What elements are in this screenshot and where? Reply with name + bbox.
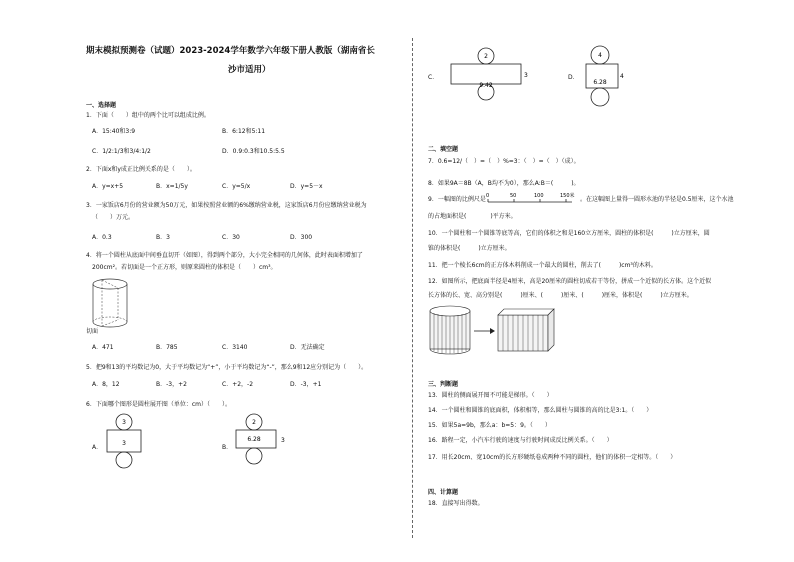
section-heading-choice: 一、选择题 — [86, 102, 117, 109]
q3-option-c: C．30 — [222, 234, 240, 241]
question-12-line2: 长方体的长、宽、高分别是( )厘米、( )厘米、( )厘米，体积是( )立方厘米。 — [428, 292, 693, 299]
net-c-circle-label: 2 — [484, 53, 488, 60]
q1-option-a: A．15:40和3:9 — [92, 128, 136, 135]
question-9-line1-pre: 9．一幅图的比例尺是 — [428, 196, 486, 203]
net-b-rect-label: 6.28 — [247, 436, 261, 443]
scale-tick-0: 0 — [486, 193, 490, 199]
scale-tick-1: 50 — [510, 193, 517, 199]
q5-option-b: B．-3，+2 — [156, 381, 187, 388]
exam-title-line1: 期末模拟预测卷（试题）2023-2024学年数学六年级下册人教版（湖南省长 — [86, 46, 375, 56]
question-4-stem-line1: 4．将一个圆柱从底面中间垂直切开（如图），得到两个部分，大小完全相同的几何体，此时表面积增加了 — [86, 252, 363, 259]
q3-option-d: D．300 — [290, 234, 313, 241]
net-b-circle-label: 2 — [252, 419, 256, 426]
question-14: 14．一个圆柱和圆锥的底面积，体积相等，那么圆柱与圆锥的高的比是3:1。（ ） — [428, 407, 653, 414]
q6-option-d: D． — [568, 74, 579, 81]
q4-option-a: A．471 — [92, 344, 114, 351]
q6-option-c: C． — [428, 74, 439, 81]
q5-option-a: A．8，12 — [92, 381, 120, 388]
section-heading-fill: 二、填空题 — [428, 146, 459, 153]
net-d-rect-label: 6.28 — [593, 79, 607, 86]
q2-option-b: B．x=1/5y — [156, 183, 188, 190]
question-15: 15．如果5a=9b，那么a：b=5：9。（ ） — [428, 422, 551, 429]
question-5-stem: 5．把9和13的平均数记为0，大于平均数记为“+”，小于平均数记为“-”，那么9和12应分别记为（ ）。 — [86, 364, 368, 371]
net-c-side-label: 3 — [524, 72, 528, 79]
q6-option-b: B． — [222, 444, 233, 451]
question-2-stem: 2．下面x和y成正比例关系的是（ ）。 — [86, 166, 196, 173]
question-7: 7．0.6=12/（ ）=（ ）%=3：（ ）=（ ）（成）。 — [428, 158, 580, 165]
q2-option-a: A．y=x+5 — [92, 183, 124, 190]
net-figure-c — [448, 46, 532, 116]
question-12-line1: 12．如图所示，把底面半径是4厘米，高是20厘米的圆柱切成若干等份，拼成一个近似的长方体。这个近似 — [428, 278, 712, 285]
scale-bar — [484, 190, 580, 206]
q5-option-d: D．-3，+1 — [290, 381, 322, 388]
question-11: 11．把一个棱长6cm的正方体木料削成一个最大的圆柱，削去了( )cm³的木料。 — [428, 262, 657, 269]
q4-option-b: B．785 — [156, 344, 178, 351]
net-c-rect-label: 9.42 — [479, 82, 493, 89]
question-10-line1: 10．一个圆柱和一个圆锥等底等高，它们的体积之和是160立方厘米，圆柱的体积是( )立方厘米，圆 — [428, 230, 710, 237]
section-heading-judge: 三、判断题 — [428, 381, 459, 388]
net-figure-a — [104, 412, 148, 480]
question-13: 13．圆柱的侧面展开图不可能是梯形。（ ） — [428, 392, 553, 399]
net-d-circle-label: 4 — [598, 52, 602, 59]
question-17: 17．用长20cm、宽10cm的长方形硬纸卷成两种不同的圆柱，他们的体积一定相等。（ ） — [428, 454, 677, 461]
cylinder-to-cuboid-figure — [428, 303, 558, 357]
q1-option-c: C．1/2:1/3和3/4:1/2 — [92, 148, 151, 155]
net-d-side-label: 4 — [620, 73, 624, 80]
scale-tick-3: 150米 — [560, 193, 575, 199]
q3-option-b: B．3 — [156, 234, 170, 241]
net-figure-b — [234, 412, 290, 480]
q4-option-c: C．3140 — [222, 344, 248, 351]
question-3-stem-line2: （ ）万元。 — [92, 214, 135, 221]
cylinder-cut-figure — [88, 276, 136, 334]
question-10-line2: 锥的体积是( )立方厘米。 — [428, 245, 511, 252]
net-a-circle-label: 3 — [122, 419, 126, 426]
question-6-stem: 6．下面哪个图形是圆柱展开图（单位：cm）（ ）。 — [86, 401, 231, 408]
q6-option-a: A． — [92, 444, 103, 451]
question-4-stem-line2: 200cm²。若切面是一个正方形，则原来圆柱的体积是（ ）cm³。 — [92, 264, 277, 271]
net-a-rect-label: 3 — [122, 440, 126, 447]
column-divider — [412, 38, 413, 538]
scale-tick-2: 100 — [534, 193, 544, 199]
q1-option-d: D．0.9:0.3和10.5:5.5 — [222, 148, 285, 155]
question-8: 8．如果9A＝8B（A，B均不为0），那么A:B＝( )。 — [428, 180, 580, 187]
q3-option-a: A．0.3 — [92, 234, 112, 241]
question-9-line2: 的占地面积是( )平方米。 — [428, 213, 517, 220]
question-16: 16．路程一定，小汽车行驶的速度与行驶时间成反比例关系。（ ） — [428, 437, 613, 444]
question-9-line1-post: 。在这幅图上量得一圆形水池的半径是0.5厘米，这个水池 — [580, 196, 734, 203]
question-1-stem: 1．下面（ ）组中的两个比可以组成比例。 — [86, 112, 210, 119]
q4-option-d: D．无法确定 — [290, 344, 325, 351]
question-3-stem-line1: 3．一家饭店6月份的营业额为50万元，如果按照营业额的6%缴纳营业税，这家饭店6月份应缴纳营业税为 — [86, 202, 367, 209]
cut-surface-label: 切面 — [86, 328, 99, 335]
question-18: 18．直接写出得数。 — [428, 500, 484, 507]
net-figure-d — [584, 44, 630, 120]
net-b-side-label: 3 — [281, 437, 285, 444]
section-heading-calc: 四、计算题 — [428, 489, 459, 496]
q2-option-d: D．y=5－x — [290, 183, 323, 190]
q5-option-c: C．+2，-2 — [222, 381, 254, 388]
exam-title-line2: 沙市适用） — [228, 65, 271, 75]
q2-option-c: C．y=5/x — [222, 183, 251, 190]
q1-option-b: B．6:12和5:11 — [222, 128, 266, 135]
